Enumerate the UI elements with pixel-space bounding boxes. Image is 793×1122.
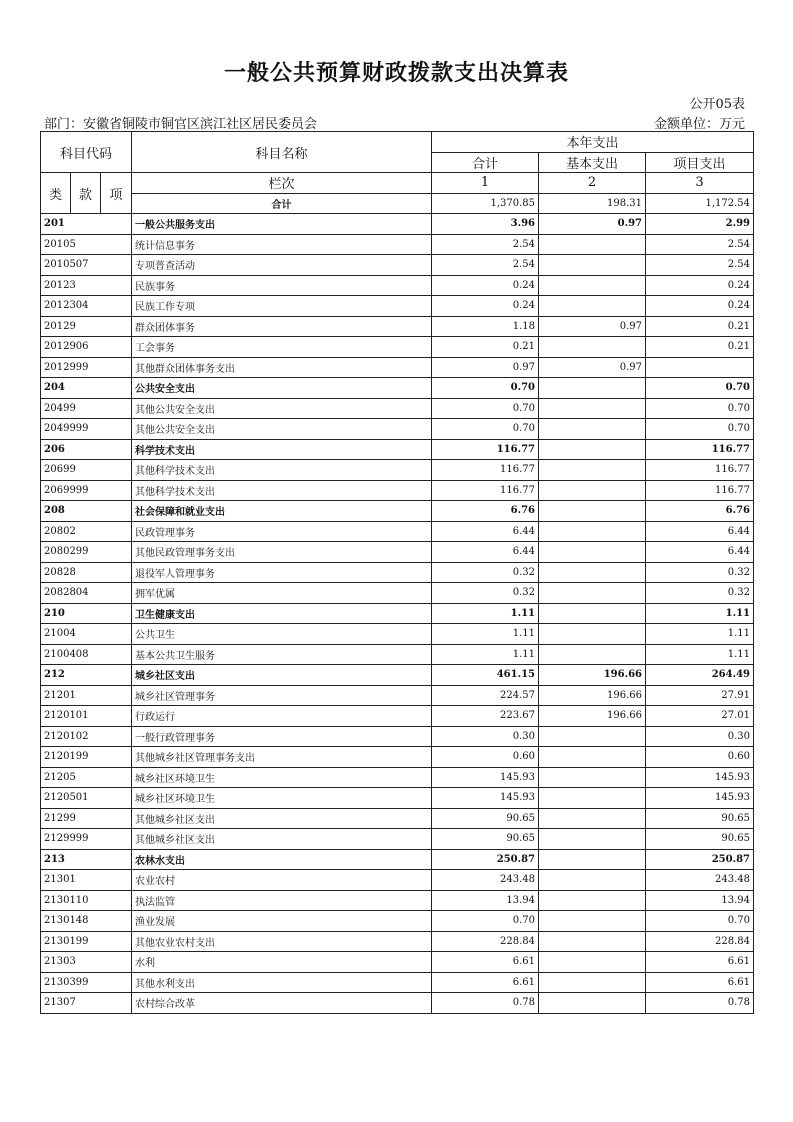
page-title: 一般公共预算财政拨款支出决算表 [223, 61, 569, 86]
row-name: 其他群众团体事务支出 [132, 357, 432, 378]
row-project: 1.11 [646, 624, 754, 645]
row-name: 农业农村 [132, 870, 432, 891]
table-row [41, 726, 754, 747]
table-row [41, 952, 754, 973]
row-project: 6.44 [646, 521, 754, 542]
row-project: 2.54 [646, 234, 754, 255]
row-basic [539, 788, 646, 809]
table-row [41, 562, 754, 583]
row-basic [539, 378, 646, 399]
row-basic [539, 542, 646, 563]
row-project: 0.32 [646, 562, 754, 583]
row-total: 0.78 [432, 993, 539, 1014]
row-name: 一般公共服务支出 [132, 214, 432, 235]
row-project: 6.61 [646, 952, 754, 973]
row-total: 0.24 [432, 296, 539, 317]
row-basic [539, 603, 646, 624]
row-code: 2130110 [41, 890, 132, 911]
row-name: 其他科学技术支出 [132, 480, 432, 501]
row-name: 公共安全支出 [132, 378, 432, 399]
row-total: 1.18 [432, 316, 539, 337]
row-name: 其他水利支出 [132, 972, 432, 993]
row-name: 民族工作专项 [132, 296, 432, 317]
row-code: 2120501 [41, 788, 132, 809]
row-total: 243.48 [432, 870, 539, 891]
row-project: 6.76 [646, 501, 754, 522]
table-row [41, 890, 754, 911]
row-code: 20105 [41, 234, 132, 255]
row-code: 2012906 [41, 337, 132, 358]
row-basic: 0.97 [539, 214, 646, 235]
row-basic [539, 849, 646, 870]
row-total: 145.93 [432, 767, 539, 788]
row-basic [539, 439, 646, 460]
row-name: 科学技术支出 [132, 439, 432, 460]
row-code: 2082804 [41, 583, 132, 604]
row-basic [539, 911, 646, 932]
row-code: 20129 [41, 316, 132, 337]
row-code: 206 [41, 439, 132, 460]
unit-label: 金额单位：万元 [653, 117, 745, 132]
row-name: 卫生健康支出 [132, 603, 432, 624]
row-name: 渔业发展 [132, 911, 432, 932]
table-row [41, 542, 754, 563]
table-row [41, 849, 754, 870]
row-basic [539, 726, 646, 747]
table-row [41, 378, 754, 399]
table-row [41, 337, 754, 358]
total-header: 合计 [432, 152, 539, 173]
row-total: 145.93 [432, 788, 539, 809]
row-project: 1.11 [646, 603, 754, 624]
table-row [41, 255, 754, 276]
row-code: 2120101 [41, 706, 132, 727]
row-basic [539, 972, 646, 993]
row-name: 执法监管 [132, 890, 432, 911]
row-name: 农村综合改革 [132, 993, 432, 1014]
row-basic [539, 747, 646, 768]
row-project [646, 357, 754, 378]
total-row-basic: 198.31 [539, 193, 646, 214]
row-total: 2.54 [432, 255, 539, 276]
row-code: 2120102 [41, 726, 132, 747]
row-name: 其他公共安全支出 [132, 398, 432, 419]
column-index-3: 3 [646, 173, 754, 194]
row-name: 水利 [132, 952, 432, 973]
table-row [41, 439, 754, 460]
row-total: 6.76 [432, 501, 539, 522]
table-row [41, 603, 754, 624]
row-project: 0.70 [646, 419, 754, 440]
row-project: 0.24 [646, 296, 754, 317]
row-code: 20828 [41, 562, 132, 583]
row-name: 统计信息事务 [132, 234, 432, 255]
row-code: 2049999 [41, 419, 132, 440]
row-project: 0.30 [646, 726, 754, 747]
row-total: 0.70 [432, 419, 539, 440]
kuan-header: 款 [71, 173, 101, 214]
table-row [41, 316, 754, 337]
row-name: 一般行政管理事务 [132, 726, 432, 747]
row-basic [539, 767, 646, 788]
row-total: 0.60 [432, 747, 539, 768]
row-basic [539, 480, 646, 501]
row-project: 250.87 [646, 849, 754, 870]
row-code: 212 [41, 665, 132, 686]
row-name: 群众团体事务 [132, 316, 432, 337]
table-row [41, 234, 754, 255]
row-basic: 196.66 [539, 665, 646, 686]
total-row-total: 1,370.85 [432, 193, 539, 214]
row-basic [539, 952, 646, 973]
table-row [41, 706, 754, 727]
row-name: 其他公共安全支出 [132, 419, 432, 440]
table-row [41, 972, 754, 993]
row-project: 1.11 [646, 644, 754, 665]
row-total: 90.65 [432, 829, 539, 850]
row-code: 21004 [41, 624, 132, 645]
xiang-header: 项 [101, 173, 132, 214]
row-total: 13.94 [432, 890, 539, 911]
row-basic [539, 296, 646, 317]
row-code: 2130199 [41, 931, 132, 952]
row-total: 1.11 [432, 603, 539, 624]
table-row [41, 685, 754, 706]
row-name: 公共卫生 [132, 624, 432, 645]
row-code: 20699 [41, 460, 132, 481]
table-row [41, 931, 754, 952]
row-code: 21303 [41, 952, 132, 973]
row-code: 21299 [41, 808, 132, 829]
row-project: 0.70 [646, 911, 754, 932]
row-basic [539, 419, 646, 440]
row-total: 0.30 [432, 726, 539, 747]
row-project: 145.93 [646, 788, 754, 809]
table-row [41, 419, 754, 440]
row-project: 228.84 [646, 931, 754, 952]
row-code: 2012999 [41, 357, 132, 378]
project-header: 项目支出 [646, 152, 754, 173]
row-project: 116.77 [646, 480, 754, 501]
row-total: 0.32 [432, 583, 539, 604]
table-row [41, 275, 754, 296]
row-name: 民族事务 [132, 275, 432, 296]
row-total: 0.32 [432, 562, 539, 583]
table-row [41, 829, 754, 850]
row-total: 2.54 [432, 234, 539, 255]
row-basic [539, 234, 646, 255]
row-project: 243.48 [646, 870, 754, 891]
row-total: 6.44 [432, 521, 539, 542]
table-row [41, 398, 754, 419]
row-total: 6.61 [432, 952, 539, 973]
row-project: 0.70 [646, 378, 754, 399]
row-name: 社会保障和就业支出 [132, 501, 432, 522]
row-basic [539, 460, 646, 481]
row-project: 264.49 [646, 665, 754, 686]
table-row [41, 624, 754, 645]
column-index-1: 1 [432, 173, 539, 194]
row-total: 116.77 [432, 439, 539, 460]
row-code: 2010507 [41, 255, 132, 276]
row-project: 2.99 [646, 214, 754, 235]
row-basic [539, 890, 646, 911]
row-total: 0.70 [432, 378, 539, 399]
table-row [41, 296, 754, 317]
row-basic [539, 275, 646, 296]
row-basic [539, 624, 646, 645]
table-row [41, 767, 754, 788]
year-expenditure-header: 本年支出 [432, 132, 754, 153]
row-code: 2120199 [41, 747, 132, 768]
row-code: 2069999 [41, 480, 132, 501]
row-project: 90.65 [646, 808, 754, 829]
row-project: 116.77 [646, 439, 754, 460]
row-total: 228.84 [432, 931, 539, 952]
row-name: 民政管理事务 [132, 521, 432, 542]
row-total: 0.21 [432, 337, 539, 358]
expenditure-table [40, 131, 754, 1014]
row-project: 0.21 [646, 316, 754, 337]
row-basic [539, 255, 646, 276]
row-total: 250.87 [432, 849, 539, 870]
row-project: 0.21 [646, 337, 754, 358]
row-total: 3.96 [432, 214, 539, 235]
row-project: 0.70 [646, 398, 754, 419]
column-index-2: 2 [539, 173, 646, 194]
row-project: 0.78 [646, 993, 754, 1014]
row-name: 其他城乡社区支出 [132, 829, 432, 850]
row-name: 拥军优属 [132, 583, 432, 604]
table-row [41, 357, 754, 378]
row-basic [539, 398, 646, 419]
row-basic [539, 521, 646, 542]
row-basic: 0.97 [539, 316, 646, 337]
row-code: 213 [41, 849, 132, 870]
total-row-label: 合计 [132, 193, 432, 214]
column-index-label: 栏次 [132, 173, 432, 194]
row-code: 20802 [41, 521, 132, 542]
row-name: 其他城乡社区支出 [132, 808, 432, 829]
table-row [41, 747, 754, 768]
row-total: 6.44 [432, 542, 539, 563]
row-basic: 196.66 [539, 685, 646, 706]
table-row [41, 911, 754, 932]
row-basic [539, 337, 646, 358]
row-name: 农林水支出 [132, 849, 432, 870]
row-name: 专项普查活动 [132, 255, 432, 276]
row-total: 0.97 [432, 357, 539, 378]
table-row [41, 501, 754, 522]
row-basic [539, 993, 646, 1014]
table-row [41, 808, 754, 829]
row-name: 行政运行 [132, 706, 432, 727]
row-project: 27.01 [646, 706, 754, 727]
row-total: 1.11 [432, 644, 539, 665]
name-header: 科目名称 [132, 132, 432, 173]
row-basic: 0.97 [539, 357, 646, 378]
row-total: 223.67 [432, 706, 539, 727]
row-name: 城乡社区环境卫生 [132, 767, 432, 788]
basic-header: 基本支出 [539, 152, 646, 173]
row-project: 6.44 [646, 542, 754, 563]
row-basic [539, 870, 646, 891]
row-project: 90.65 [646, 829, 754, 850]
row-code: 21201 [41, 685, 132, 706]
table-row [41, 480, 754, 501]
row-project: 6.61 [646, 972, 754, 993]
row-project: 116.77 [646, 460, 754, 481]
row-project: 2.54 [646, 255, 754, 276]
row-name: 退役军人管理事务 [132, 562, 432, 583]
row-code: 21205 [41, 767, 132, 788]
row-total: 6.61 [432, 972, 539, 993]
table-row [41, 214, 754, 235]
row-total: 461.15 [432, 665, 539, 686]
row-name: 城乡社区支出 [132, 665, 432, 686]
row-code: 21301 [41, 870, 132, 891]
row-project: 13.94 [646, 890, 754, 911]
row-name: 其他城乡社区管理事务支出 [132, 747, 432, 768]
row-basic [539, 931, 646, 952]
row-code: 20123 [41, 275, 132, 296]
row-code: 204 [41, 378, 132, 399]
table-row [41, 644, 754, 665]
row-basic: 196.66 [539, 706, 646, 727]
row-code: 2130148 [41, 911, 132, 932]
row-code: 2080299 [41, 542, 132, 563]
row-total: 0.70 [432, 398, 539, 419]
table-row [41, 993, 754, 1014]
row-code: 21307 [41, 993, 132, 1014]
row-basic [539, 562, 646, 583]
row-basic [539, 808, 646, 829]
row-basic [539, 583, 646, 604]
row-name: 基本公共卫生服务 [132, 644, 432, 665]
row-basic [539, 829, 646, 850]
row-total: 1.11 [432, 624, 539, 645]
total-row-project: 1,172.54 [646, 193, 754, 214]
row-code: 2130399 [41, 972, 132, 993]
row-project: 27.91 [646, 685, 754, 706]
row-code: 2129999 [41, 829, 132, 850]
row-name: 其他科学技术支出 [132, 460, 432, 481]
row-project: 0.32 [646, 583, 754, 604]
code-header: 科目代码 [41, 132, 132, 173]
row-project: 0.60 [646, 747, 754, 768]
table-row [41, 583, 754, 604]
row-total: 116.77 [432, 460, 539, 481]
row-code: 201 [41, 214, 132, 235]
row-code: 210 [41, 603, 132, 624]
row-name: 城乡社区管理事务 [132, 685, 432, 706]
lei-header: 类 [41, 173, 71, 214]
row-total: 224.57 [432, 685, 539, 706]
row-project: 145.93 [646, 767, 754, 788]
row-total: 0.70 [432, 911, 539, 932]
row-code: 2012304 [41, 296, 132, 317]
row-name: 工会事务 [132, 337, 432, 358]
row-code: 2100408 [41, 644, 132, 665]
row-basic [539, 644, 646, 665]
row-name: 其他民政管理事务支出 [132, 542, 432, 563]
row-code: 208 [41, 501, 132, 522]
total-row [41, 193, 754, 214]
row-total: 116.77 [432, 480, 539, 501]
form-number: 公开05表 [689, 97, 745, 112]
row-basic [539, 501, 646, 522]
row-total: 0.24 [432, 275, 539, 296]
table-row [41, 521, 754, 542]
row-name: 其他农业农村支出 [132, 931, 432, 952]
table-row [41, 460, 754, 481]
table-row [41, 665, 754, 686]
row-name: 城乡社区环境卫生 [132, 788, 432, 809]
department-label: 部门：安徽省铜陵市铜官区滨江社区居民委员会 [44, 117, 318, 132]
row-project: 0.24 [646, 275, 754, 296]
row-code: 20499 [41, 398, 132, 419]
row-total: 90.65 [432, 808, 539, 829]
table-row [41, 870, 754, 891]
table-row [41, 788, 754, 809]
